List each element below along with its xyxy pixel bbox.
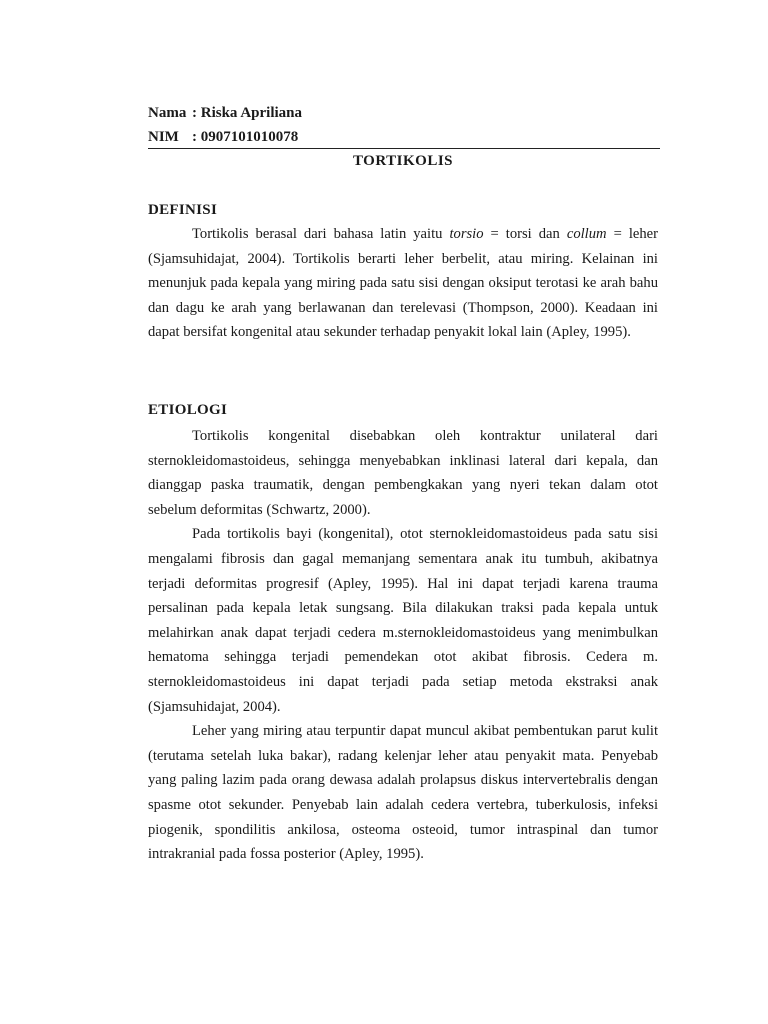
etiologi-paragraph-2: Pada tortikolis bayi (kongenital), otot sternokleidomastoideus pada satu sisi mengalami fibrosis dan gagal memanjang sementara anak itu tumbuh, akibatnya terjadi deformitas progresif (Apley, 1995). Hal ini dapat terjadi karena trauma persalinan pada kepala letak sungsang. Bila dilakukan traksi pada kepala untuk melahirkan anak dapat terjadi cedera m.sternokleidomastoideus yang menimbulkan hematoma sehingga terjadi pemendekan otot akibat fibrosis. Cedera m. sternokleidomastoideus ini dapat terjadi pada setiap metoda ekstraksi anak (Sjamsuhidajat, 2004). [148,526,658,715]
latin-term-collum: collum [566,226,607,242]
definisi-text-c: = leher (Sjamsuhidajat, 2004). Tortikolis berarti leher berbelit, atau miring. Kelainan ini menunjuk pada kepala yang miring pada satu sisi dengan oksiput terotasi ke arah bahu dan dagu ke arah yang berlawanan dan terelevasi (Thompson, 2000). Keadaan ini dapat bersifat kongenital atau sekunder terhadap penyakit lokal lain (Apley, 1995). [148,226,659,341]
etiologi-heading: ETIOLOGI [148,402,228,418]
nim-value: : 0907101010078 [192,129,299,145]
definisi-text-a: Tortikolis berasal dari bahasa latin yaitu [192,226,450,242]
name-value: : Riska Apriliana [192,105,303,121]
nim-line [148,127,298,147]
latin-term-torsio: torsio [449,226,484,242]
definisi-text-b: = torsi dan [483,226,567,242]
definisi-paragraph [148,222,658,345]
definisi-heading: DEFINISI [148,202,218,218]
etiologi-paragraph-1: Tortikolis kongenital disebabkan oleh kontraktur unilateral dari sternokleidomastoideus, sehingga menyebabkan inklinasi lateral dari kepala, dan dianggap paska traumatik, dengan pembengkakan yang nyeri tekan dalam otot sebelum deformitas (Schwartz, 2000). [148,428,658,518]
header-divider [148,148,660,149]
etiologi-body [148,424,658,867]
etiologi-paragraph-3: Leher yang miring atau terpuntir dapat muncul akibat pembentukan parut kulit (terutama setelah luka bakar), radang kelenjar leher atau penyakit mata. Penyebab yang paling lazim pada orang dewasa adalah prolapsus diskus intervertebralis dengan spasme otot sekunder. Penyebab lain adalah cedera vertebra, tuberkulosis, infeksi piogenik, spondilitis ankilosa, osteoma osteoid, tumor intraspinal dan tumor intrakranial pada fossa posterior (Apley, 1995). [148,723,658,863]
name-label: Nama [148,105,187,121]
name-line [148,103,302,123]
definisi-body [148,222,658,345]
document-title: TORTIKOLIS [352,153,454,169]
nim-label: NIM [148,129,179,145]
